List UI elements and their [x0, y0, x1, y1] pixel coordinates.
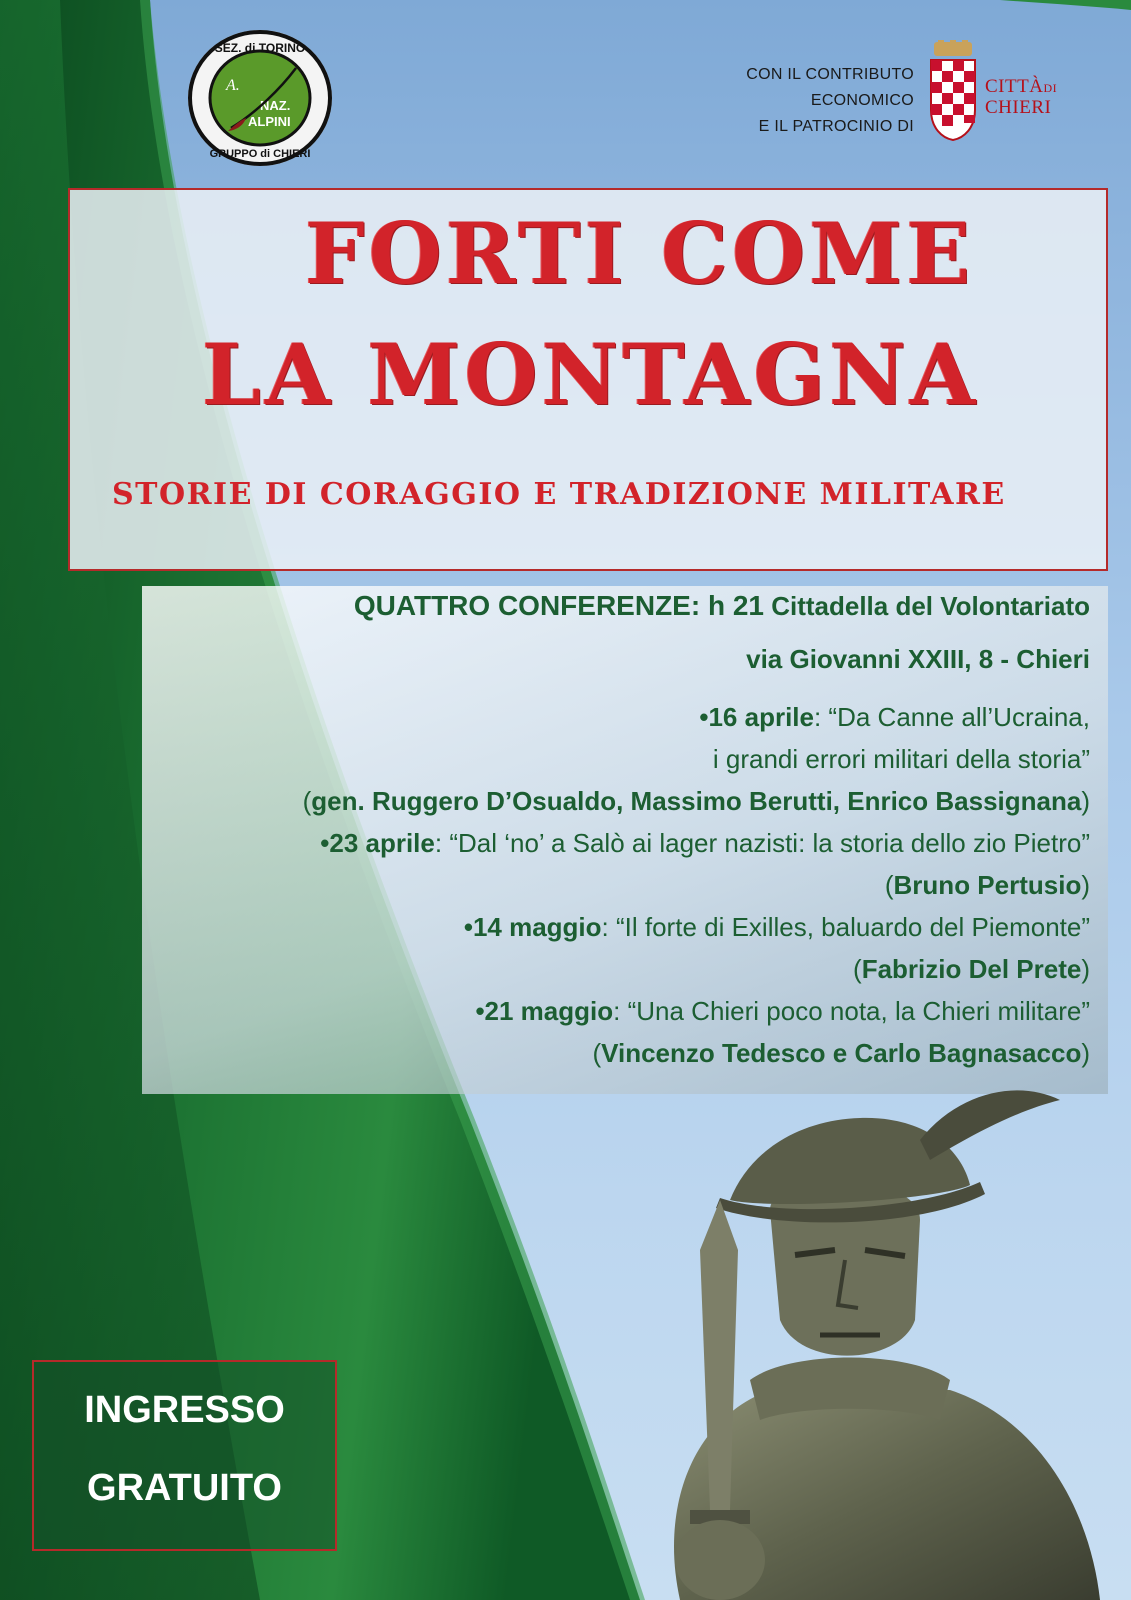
- info-header-1: QUATTRO CONFERENZE: h 21 Cittadella del Volontariato: [353, 590, 1090, 621]
- free-entry-box: [32, 1360, 337, 1551]
- svg-text:GRUPPO di CHIERI: GRUPPO di CHIERI: [209, 148, 311, 160]
- alpine-soldier-statue-image: [620, 1090, 1131, 1600]
- sponsor-line: ECONOMICO: [810, 92, 914, 109]
- subtitle: STORIE DI CORAGGIO E TRADIZIONE MILITARE: [112, 477, 1006, 512]
- sponsor-text: [746, 62, 914, 140]
- event-4-line-1: •21 maggio: “Una Chieri poco nota, la Chieri militare”: [475, 996, 1090, 1026]
- title-line-1: FORTI COME: [305, 204, 975, 303]
- event-1-speakers: (gen. Ruggero D’Osualdo, Massimo Berutti, Enrico Bassignana): [302, 786, 1090, 816]
- svg-text:SEZ. di TORINO: SEZ. di TORINO: [214, 41, 306, 55]
- conference-info-panel: [142, 586, 1108, 1094]
- event-1-line-2: i grandi errori militari della storia”: [712, 744, 1090, 774]
- event-3-speakers: (Fabrizio Del Prete): [853, 954, 1090, 984]
- event-1-line-1: •16 aprile: “Da Canne all’Ucraina,: [699, 702, 1090, 732]
- sponsor-line: E IL PATROCINIO DI: [758, 118, 914, 135]
- event-2-speakers: (Bruno Pertusio): [884, 870, 1090, 900]
- info-header-2: via Giovanni XXIII, 8 - Chieri: [746, 644, 1090, 674]
- svg-text:A.: A.: [226, 77, 240, 94]
- event-4-speakers: (Vincenzo Tedesco e Carlo Bagnasacco): [592, 1038, 1090, 1068]
- event-3-line-1: •14 maggio: “Il forte di Exilles, baluardo del Piemonte”: [463, 912, 1090, 942]
- title-box: [68, 188, 1108, 571]
- title-line-2: LA MONTAGNA: [202, 325, 980, 424]
- svg-text:NAZ.: NAZ.: [260, 98, 291, 113]
- event-2-line-1: •23 aprile: “Dal ‘no’ a Salò ai lager nazisti: la storia dello zio Pietro”: [320, 828, 1090, 858]
- entry-line-2: GRATUITO: [87, 1467, 282, 1509]
- svg-text:ALPINI: ALPINI: [248, 114, 291, 129]
- alpini-logo: [186, 28, 334, 168]
- sponsor-line: CON IL CONTRIBUTO: [746, 66, 914, 83]
- entry-line-1: INGRESSO: [84, 1389, 285, 1431]
- city-name: CITTÀDI CHIERI: [985, 76, 1058, 118]
- chieri-crest-icon: [928, 40, 978, 142]
